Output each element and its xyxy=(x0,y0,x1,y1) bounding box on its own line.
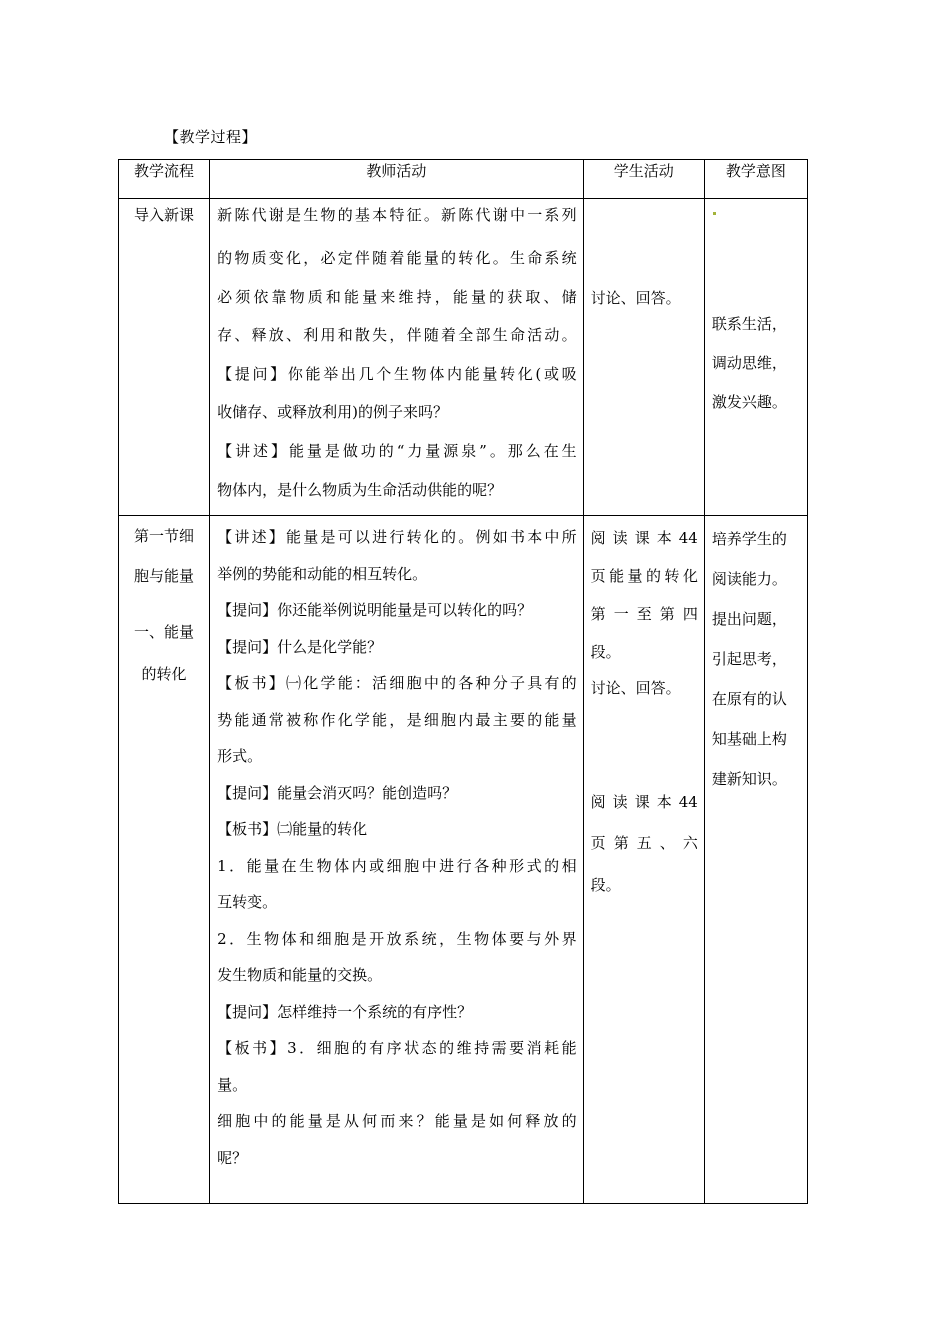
teacher-line: 【提问】你能举出几个生物体内能量转化(或吸 xyxy=(217,364,577,383)
student-text: 页能量的转化 xyxy=(590,567,698,585)
teacher-line: 量。 xyxy=(217,1075,248,1094)
table-header-row xyxy=(119,160,808,199)
student-text: 阅读课本44 xyxy=(590,793,698,811)
purpose-text: 联系生活， 调动思维， 激发兴趣。 xyxy=(711,315,787,411)
teacher-line: 形式。 xyxy=(217,747,263,765)
student-text: 第一至第四 xyxy=(590,605,698,623)
purpose-cell xyxy=(704,199,807,516)
flow-text: 第一节细 xyxy=(134,527,195,545)
teacher-line: 新陈代谢是生物的基本特征。新陈代谢中一系列 xyxy=(217,206,577,224)
teacher-line: 互转变。 xyxy=(217,893,278,911)
teacher-line: 【提问】什么是化学能？ xyxy=(217,637,383,656)
teacher-line: 【提问】你还能举例说明能量是可以转化的吗？ xyxy=(217,601,533,619)
stray-dot xyxy=(713,212,716,215)
teacher-activity-cell xyxy=(210,199,584,516)
student-text: 讨论、回答。 xyxy=(590,289,681,307)
teacher-line: 物体内，是什么物质为生命活动供能的呢？ xyxy=(217,480,503,499)
teacher-line: 1．能量在生物体内或细胞中进行各种形式的相 xyxy=(217,856,577,875)
teaching-process-table xyxy=(118,159,808,1204)
flow-cell xyxy=(119,516,210,1204)
teacher-line: 发生物质和能量的交换。 xyxy=(217,966,383,984)
teacher-line: 存、释放、利用和散失，伴随着全部生命活动。 xyxy=(217,326,577,345)
table-row xyxy=(119,199,808,516)
purpose-cell xyxy=(704,516,807,1204)
header-purpose: 教学意图 xyxy=(704,160,807,199)
flow-text: 一、能量 xyxy=(134,623,195,641)
header-student: 学生活动 xyxy=(583,160,704,199)
teacher-line: 必须依靠物质和能量来维持，能量的获取、储 xyxy=(217,287,577,306)
student-text: 页第五、六 xyxy=(590,834,698,852)
student-text: 阅读课本44 xyxy=(590,529,698,547)
student-text: 段。 xyxy=(590,643,621,661)
teacher-line: 收储存、或释放利用)的例子来吗？ xyxy=(217,403,448,422)
teacher-line: 【板书】3．细胞的有序状态的维持需要消耗能 xyxy=(217,1039,577,1057)
flow-cell xyxy=(119,199,210,516)
teacher-line: 【提问】怎样维持一个系统的有序性？ xyxy=(217,1002,473,1021)
teacher-line: 呢？ xyxy=(217,1148,248,1167)
teacher-line: 【提问】能量会消灭吗？能创造吗？ xyxy=(217,783,458,802)
student-activity-cell xyxy=(583,516,704,1204)
flow-text: 胞与能量 xyxy=(134,567,195,585)
teacher-line: 【讲述】能量是可以进行转化的。例如书本中所 xyxy=(217,528,577,546)
header-teacher: 教师活动 xyxy=(210,160,584,199)
student-text: 讨论、回答。 xyxy=(590,679,681,697)
section-title: 【教学过程】 xyxy=(164,128,258,146)
teacher-line: 举例的势能和动能的相互转化。 xyxy=(217,564,428,583)
table-row xyxy=(119,516,808,1204)
student-text: 段。 xyxy=(590,876,621,894)
student-text xyxy=(591,743,698,781)
teacher-line: 的物质变化，必定伴随着能量的转化。生命系统 xyxy=(217,249,577,267)
teacher-line: 【板书】㈡能量的转化 xyxy=(217,820,368,838)
header-flow: 教学流程 xyxy=(119,160,210,199)
teacher-activity-cell xyxy=(210,516,584,1204)
student-activity-cell xyxy=(583,199,704,516)
teacher-line: 2．生物体和细胞是开放系统，生物体要与外界 xyxy=(217,929,577,948)
flow-text: 的转化 xyxy=(141,665,187,683)
teacher-line: 势能通常被称作化学能，是细胞内最主要的能量 xyxy=(217,710,577,729)
teacher-line: 【板书】㈠化学能：活细胞中的各种分子具有的 xyxy=(217,674,577,692)
purpose-text: 培养学生的 阅读能力。 提出问题， 引起思考， 在原有的认 知基础上构 建新知识。 xyxy=(711,530,787,788)
teacher-line: 细胞中的能量是从何而来？能量是如何释放的 xyxy=(217,1112,577,1130)
teacher-line: 【讲述】能量是做功的“力量源泉”。那么在生 xyxy=(217,441,577,460)
flow-text: 导入新课 xyxy=(134,206,195,224)
student-text xyxy=(591,705,698,743)
